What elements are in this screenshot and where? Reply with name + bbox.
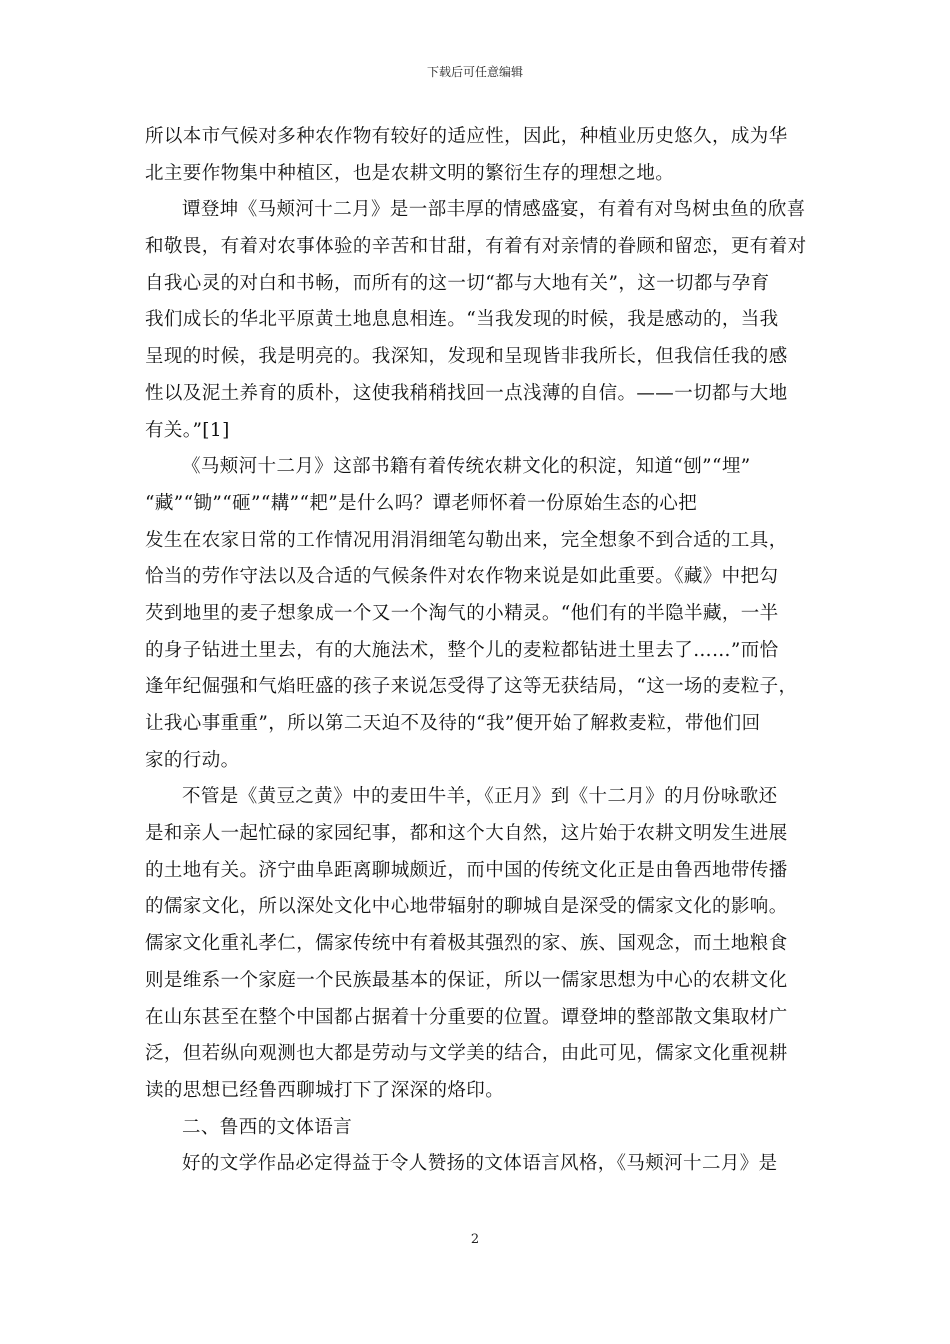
text-line: 芡到地里的麦子想象成一个又一个淘气的小精灵。“他们有的半隐半藏，一半	[145, 602, 779, 624]
text-line: 是和亲人一起忙碌的家园纪事，都和这个大自然，这片始于农耕文明发生进展	[145, 823, 788, 845]
text-line: 家的行动。	[145, 749, 240, 771]
paragraph-start-line: 好的文学作品必定得益于令人赞扬的文体语言风格，《马颊河十二月》是	[182, 1153, 778, 1175]
section-heading: 二、鲁西的文体语言	[182, 1116, 353, 1138]
text-line: 和敬畏，有着对农事体验的辛苦和甘甜，有着有对亲情的眷顾和留恋，更有着对	[145, 236, 807, 258]
text-line: 泛，但若纵向观测也大都是劳动与文学美的结合，由此可见，儒家文化重视耕	[145, 1043, 788, 1065]
page-header: 下载后可任意编辑	[426, 65, 523, 79]
paragraph-start-line: 《马颊河十二月》这部书籍有着传统农耕文化的积淀，知道“刨”“埋”	[182, 456, 751, 478]
document-body	[145, 119, 817, 1183]
text-line: 让我心事重重”，所以第二天迫不及待的“我”便开始了解救麦粒，带他们回	[145, 713, 761, 734]
text-line: 的土地有关。济宁曲阜距离聊城颇近，而中国的传统文化正是由鲁西地带传播	[145, 859, 788, 881]
text-line: 有关。”[1]	[145, 419, 230, 441]
text-line: 读的思想已经鲁西聊城打下了深深的烙印。	[145, 1079, 505, 1101]
text-line: 在山东甚至在整个中国都占据着十分重要的位置。谭登坤的整部散文集取材广	[145, 1006, 788, 1028]
text-line: 呈现的时候，我是明亮的。我深知，发现和呈现皆非我所长，但我信任我的感	[145, 346, 788, 368]
text-line: 的身子钻进土里去，有的大施法术，整个儿的麦粒都钻进土里去了……”而恰	[145, 639, 779, 661]
text-line: 则是维系一个家庭一个民族最基本的保证，所以一儒家思想为中心的农耕文化	[145, 969, 788, 991]
paragraph-start-line: 不管是《黄豆之黄》中的麦田牛羊，《正月》到《十二月》的月份咏歌还	[182, 786, 778, 808]
text-line: 我们成长的华北平原黄土地息息相连。“当我发现的时候，我是感动的，当我	[145, 309, 779, 331]
text-line: “藏”“锄”“砸”“耩”“耙”是什么吗？谭老师怀着一份原始生态的心把	[145, 492, 698, 514]
text-line: 儒家文化重礼孝仁，儒家传统中有着极其强烈的家、族、国观念，而土地粮食	[145, 933, 788, 955]
page-number: 2	[470, 1232, 480, 1247]
text-line: 北主要作物集中种植区，也是农耕文明的繁衍生存的理想之地。	[145, 162, 675, 184]
text-line: 的儒家文化，所以深处文化中心地带辐射的聊城自是深受的儒家文化的影响。	[145, 896, 788, 918]
text-line: 发生在农家日常的工作情况用涓涓细笔勾勒出来，完全想象不到合适的工具，	[145, 529, 788, 551]
text-line: 恰当的劳作守法以及合适的气候条件对农作物来说是如此重要。《藏》中把勾	[145, 566, 779, 588]
text-line: 逢年纪倔强和气焰旺盛的孩子来说怎受得了这等无获结局，“这一场的麦粒子，	[145, 676, 798, 698]
text-line: 性以及泥土养育的质朴，这使我稍稍找回一点浅薄的自信。——一切都与大地	[145, 382, 788, 404]
text-line: 所以本市气候对多种农作物有较好的适应性，因此，种植业历史悠久，成为华	[145, 126, 788, 147]
text-line: 自我心灵的对白和书畅，而所有的这一切“都与大地有关”，这一切都与孕育	[145, 272, 770, 294]
paragraph-start-line: 谭登坤《马颊河十二月》是一部丰厚的情感盛宴，有着有对鸟树虫鱼的欣喜	[182, 199, 806, 221]
